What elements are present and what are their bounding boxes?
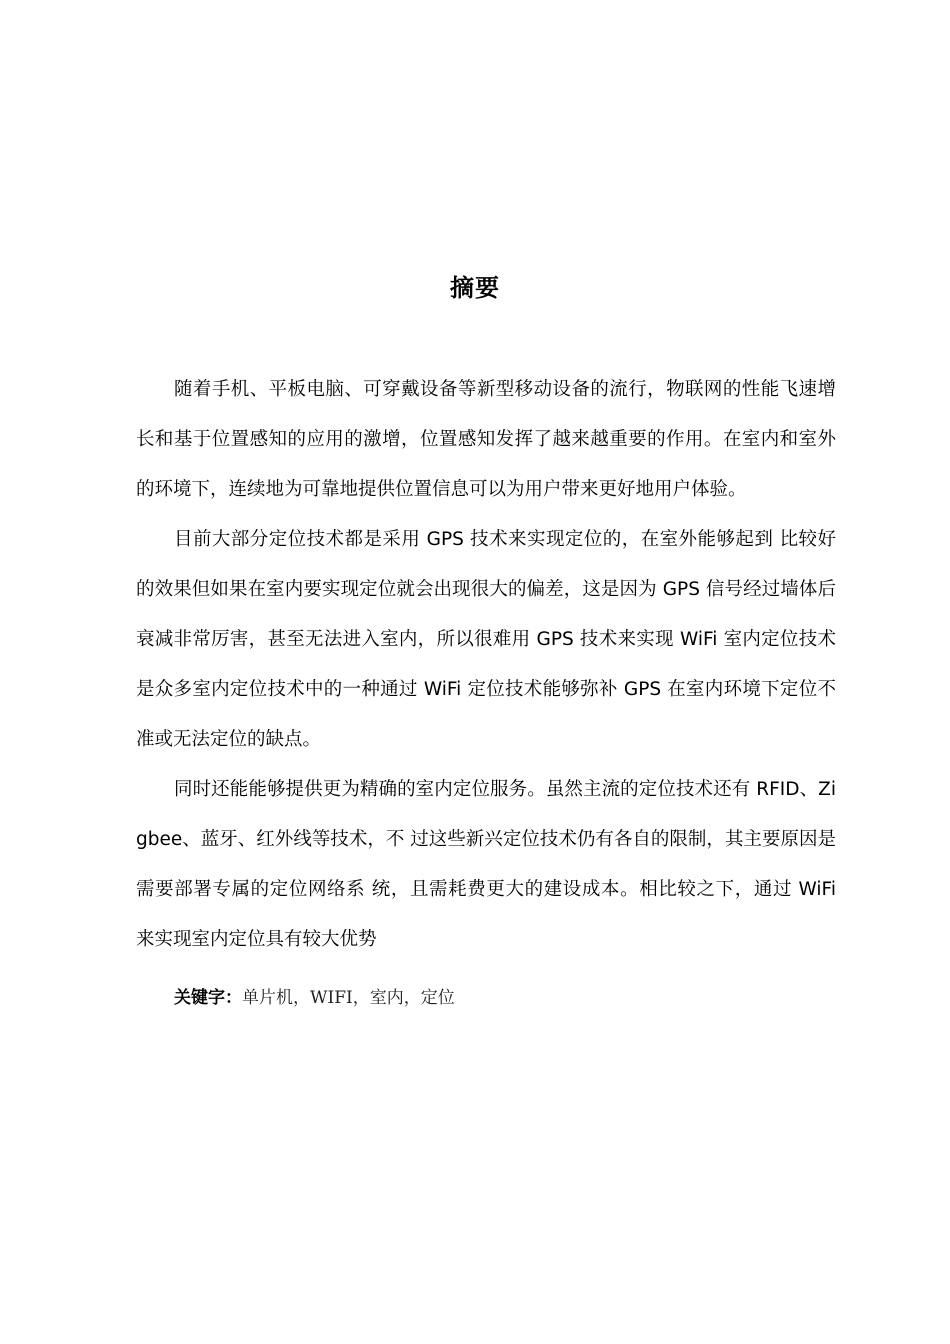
keywords-label: 关键字： bbox=[174, 988, 242, 1008]
abstract-title: 摘要 bbox=[450, 274, 500, 302]
abstract-paragraph-3: 同时还能能够提供更为精确的室内定位服务。虽然主流的定位技术还有 RFID、Zigbee、蓝牙、红外线等技术，不 过这些新兴定位技术仍有各自的限制，其主要原因是需要部署专属的定位网络系 统，且需耗费更大的建设成本。相比较之下，通过 WiFi 来实现室内定位具有较大优势 bbox=[136, 779, 836, 950]
abstract-body bbox=[136, 365, 836, 965]
abstract-paragraph-1: 随着手机、平板电脑、可穿戴设备等新型移动设备的流行，物联网的性能飞速增长和基于位置感知的应用的激增，位置感知发挥了越来越重要的作用。在室内和室外的环境下，连续地为可靠地提供位置信息可以为用户带来更好地用户体验。 bbox=[136, 379, 836, 500]
keywords-line bbox=[174, 983, 455, 1013]
keywords-values: 单片机，WIFI，室内，定位 bbox=[242, 988, 455, 1008]
abstract-paragraph-2: 目前大部分定位技术都是采用 GPS 技术来实现定位的，在室外能够起到 比较好的效果但如果在室内要实现定位就会出现很大的偏差，这是因为 GPS 信号经过墙体后衰减非常厉害，甚至无法进入室内，所以很难用 GPS 技术来实现 WiFi 室内定位技术是众多室内定位技术中的一种通过 WiFi 定位技术能够弥补 GPS 在室内环境下定位不准或无法定位的缺点。 bbox=[136, 529, 836, 750]
